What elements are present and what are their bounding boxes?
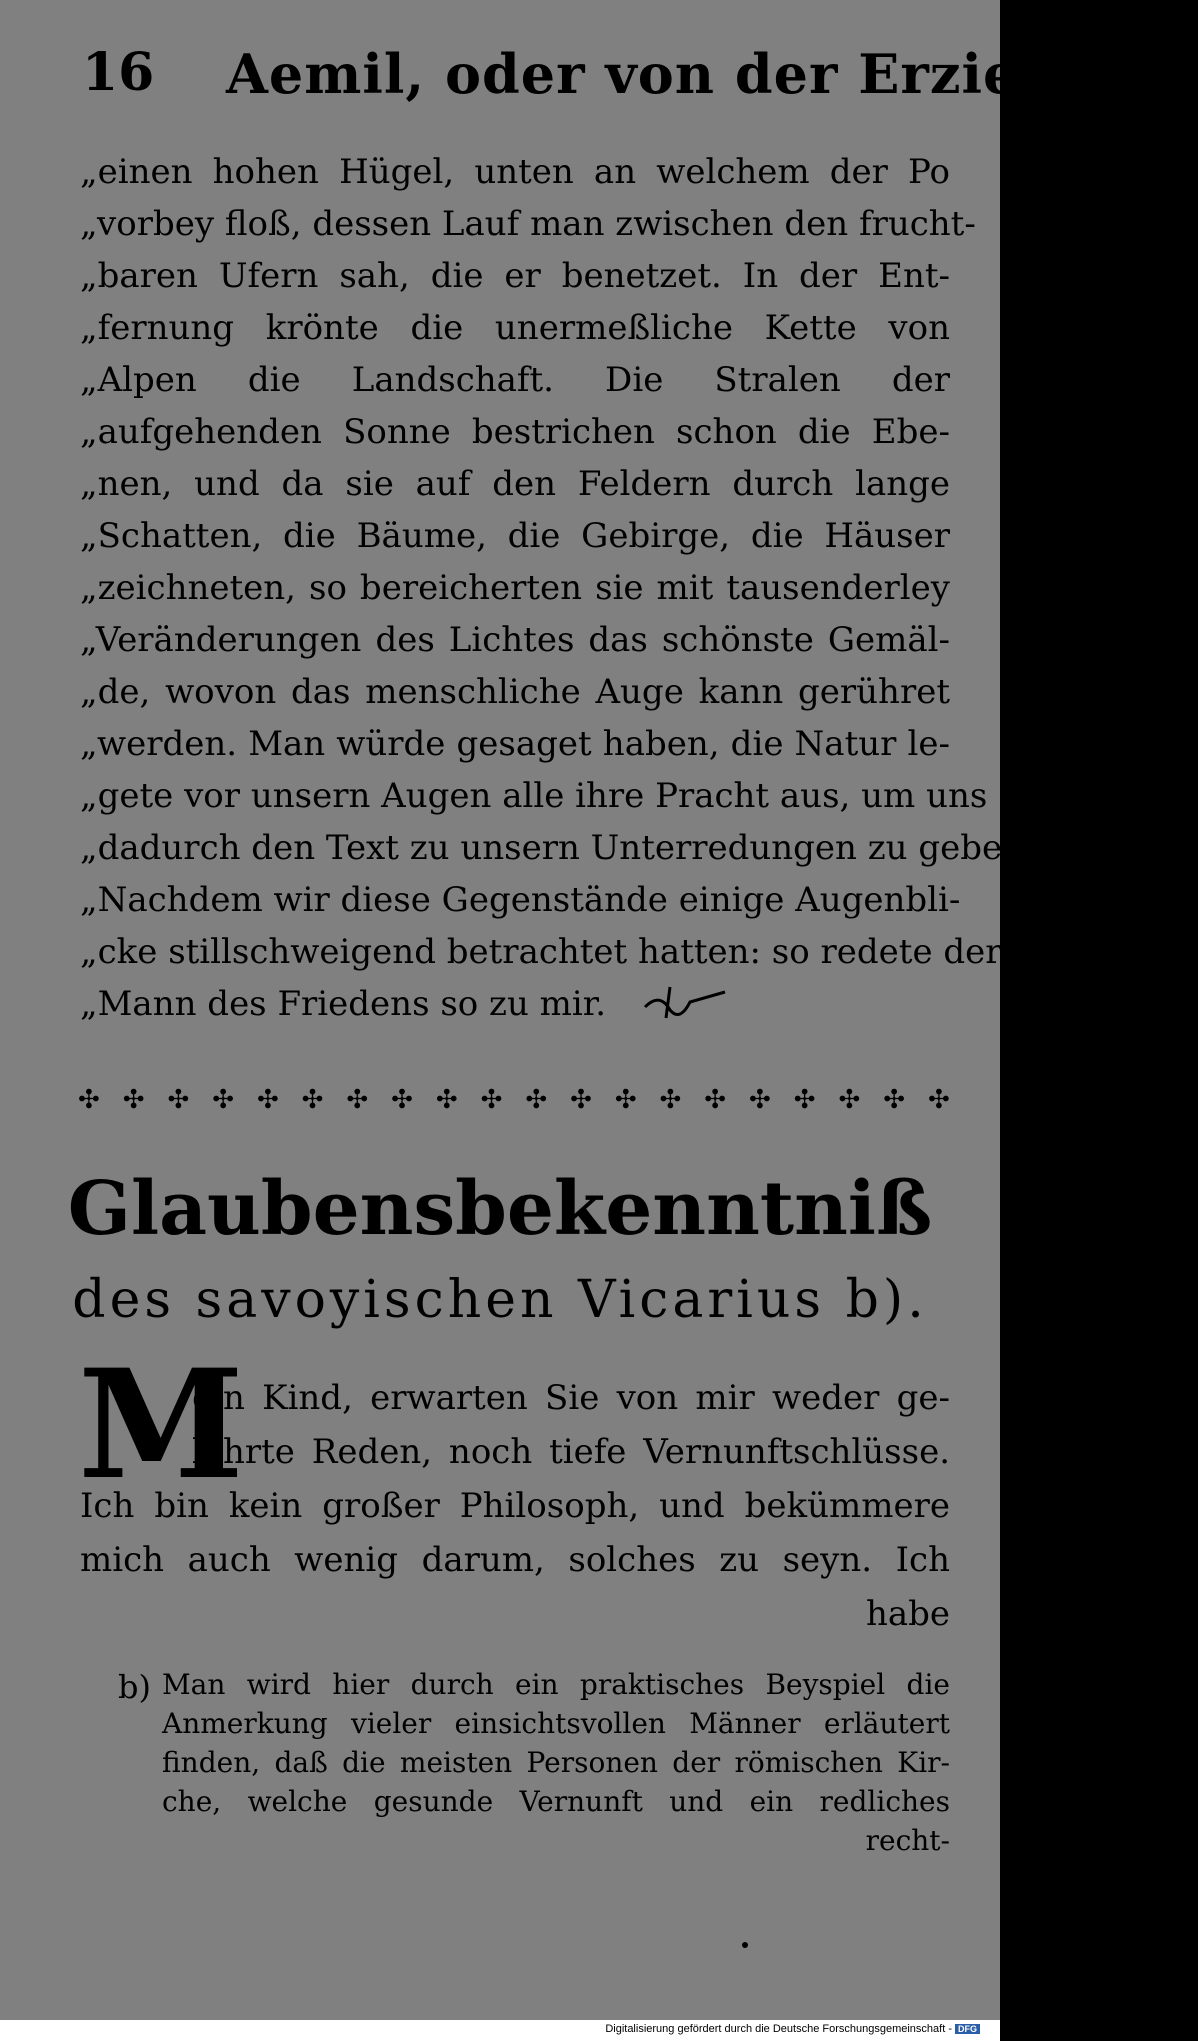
body-line: „cke stillschweigend betrachtet hatten: so redete der	[80, 932, 1002, 972]
ink-speck	[742, 1942, 748, 1948]
ornament-glyph: ✣	[301, 1085, 324, 1115]
ornament-glyph: ✣	[883, 1085, 906, 1115]
body-line: „Alpen die Landschaft. Die Stralen der	[80, 360, 950, 400]
body-line: „Mann des Friedens so zu mir.	[80, 984, 607, 1024]
ornament-glyph: ✣	[346, 1085, 369, 1115]
body-line: „aufgehenden Sonne bestrichen schon die Ebe-	[80, 412, 950, 452]
section-heading: Glaubensbekenntniß	[67, 1166, 933, 1252]
paragraph-line: lehrte Reden, noch tiefe Vernunftschlüsse.	[192, 1432, 950, 1472]
body-line: „gete vor unsern Augen alle ihre Pracht aus, um uns	[80, 776, 988, 816]
running-title: Aemil, oder von der Erziehung.	[226, 42, 1198, 106]
ornament-glyph: ✣	[167, 1085, 190, 1115]
footnote-catchword: recht-	[865, 1824, 950, 1857]
ornament-glyph: ✣	[749, 1085, 771, 1115]
footnote-line: Anmerkung vieler einsichtsvollen Männer erläutert	[162, 1707, 950, 1740]
ornament-glyph: ✣	[212, 1085, 234, 1115]
footer-credit	[605, 2023, 980, 2035]
body-line: „einen hohen Hügel, unten an welchem der Po	[80, 152, 950, 192]
paragraph-line: mich auch wenig darum, solches zu seyn. Ich	[80, 1540, 950, 1580]
ornament-glyph: ✣	[659, 1085, 682, 1115]
body-line: „vorbey floß, dessen Lauf man zwischen den frucht-	[80, 204, 976, 244]
ornament-glyph: ✣	[614, 1085, 637, 1115]
section-subheading: des savoyischen Vicarius b).	[72, 1270, 928, 1330]
ornament-glyph: ✣	[927, 1085, 950, 1115]
footnote-line: Man wird hier durch ein praktisches Beyspiel die	[162, 1668, 950, 1701]
ornament-glyph: ✣	[78, 1085, 100, 1115]
ornament-glyph: ✣	[525, 1085, 548, 1115]
ornament-divider	[78, 1086, 950, 1114]
body-line: „baren Ufern sah, die er benetzet. In der Ent-	[80, 256, 950, 296]
ornament-glyph: ✣	[793, 1085, 816, 1115]
body-line: „zeichneten, so bereicherten sie mit tausenderley	[80, 568, 950, 608]
paragraph-line: Ich bin kein großer Philosoph, und bekümmere	[80, 1486, 950, 1526]
catchword: habe	[865, 1594, 950, 1634]
handwritten-mark	[640, 982, 730, 1022]
ornament-glyph: ✣	[570, 1085, 592, 1115]
footnote-line: finden, daß die meisten Personen der römischen Kir-	[162, 1746, 950, 1779]
footer-credit-text: Digitalisierung gefördert durch die Deutsche Forschungsgemeinschaft -	[605, 2023, 952, 2035]
body-line: „dadurch den Text zu unsern Unterredungen zu geben.	[80, 828, 1035, 868]
ornament-glyph: ✣	[435, 1085, 458, 1115]
body-line: „Nachdem wir diese Gegenstände einige Augenbli-	[80, 880, 961, 920]
body-line: „werden. Man würde gesaget haben, die Natur le-	[80, 724, 950, 764]
body-line: „nen, und da sie auf den Feldern durch lange	[80, 464, 950, 504]
drop-cap: M	[78, 1337, 245, 1513]
footnote-mark: b)	[118, 1668, 151, 1706]
page-number: 16	[82, 42, 155, 103]
footnote-line: che, welche gesunde Vernunft und ein redliches	[162, 1785, 950, 1818]
paragraph-line: ein Kind, erwarten Sie von mir weder ge-	[192, 1378, 950, 1418]
ornament-glyph: ✣	[704, 1085, 727, 1115]
body-line: „Schatten, die Bäume, die Gebirge, die Häuser	[80, 516, 950, 556]
ornament-glyph: ✣	[838, 1085, 861, 1115]
ornament-glyph: ✣	[122, 1085, 145, 1115]
body-line: „fernung krönte die unermeßliche Kette von	[80, 308, 950, 348]
ornament-glyph: ✣	[480, 1085, 503, 1115]
ornament-glyph: ✣	[391, 1085, 413, 1115]
body-line: „Veränderungen des Lichtes das schönste Gemäl-	[80, 620, 950, 660]
footer-bar	[0, 2020, 1000, 2041]
dfg-logo-icon: DFG	[955, 2024, 980, 2034]
body-line: „de, wovon das menschliche Auge kann gerühret	[80, 672, 950, 712]
ornament-glyph: ✣	[256, 1085, 279, 1115]
